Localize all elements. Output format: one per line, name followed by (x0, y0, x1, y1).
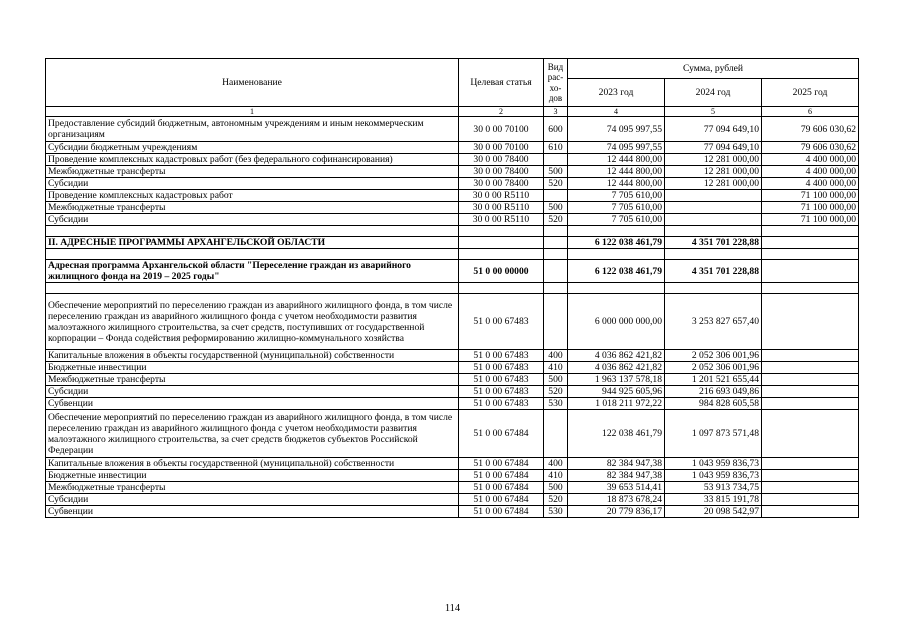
row-code (459, 226, 544, 237)
row-sum-2024 (665, 190, 762, 202)
table-row (46, 494, 859, 506)
row-sum-2025: 4 400 000,00 (762, 154, 859, 166)
row-vid: 520 (544, 214, 568, 226)
row-vid (544, 283, 568, 294)
row-name: Предоставление субсидий бюджетным, автономным учреждениям и иным некоммерческим организациям (46, 117, 459, 142)
row-sum-2023: 7 705 610,00 (568, 214, 665, 226)
row-vid (544, 410, 568, 458)
row-sum-2024: 33 815 191,78 (665, 494, 762, 506)
row-name: Субсидии (46, 494, 459, 506)
row-name: II. АДРЕСНЫЕ ПРОГРАММЫ АРХАНГЕЛЬСКОЙ ОБЛАСТИ (46, 237, 459, 249)
row-name: Бюджетные инвестиции (46, 470, 459, 482)
row-vid (544, 294, 568, 350)
row-name: Проведение комплексных кадастровых работ (46, 190, 459, 202)
row-name: Межбюджетные трансферты (46, 374, 459, 386)
row-sum-2023: 944 925 605,96 (568, 386, 665, 398)
row-sum-2023: 4 036 862 421,82 (568, 350, 665, 362)
row-sum-2023: 6 122 038 461,79 (568, 260, 665, 283)
row-sum-2025: 79 606 030,62 (762, 142, 859, 154)
row-code: 30 0 00 R5110 (459, 202, 544, 214)
row-code: 30 0 00 78400 (459, 166, 544, 178)
row-sum-2024: 4 351 701 228,88 (665, 237, 762, 249)
row-name: Субсидии бюджетным учреждениям (46, 142, 459, 154)
row-sum-2025 (762, 410, 859, 458)
row-sum-2024: 1 043 959 836,73 (665, 458, 762, 470)
row-sum-2025 (762, 260, 859, 283)
col-number: 3 (544, 107, 568, 117)
row-sum-2023: 6 122 038 461,79 (568, 237, 665, 249)
col-number: 4 (568, 107, 665, 117)
row-sum-2023: 20 779 836,17 (568, 506, 665, 518)
row-sum-2025 (762, 458, 859, 470)
row-vid: 520 (544, 386, 568, 398)
row-sum-2025: 71 100 000,00 (762, 202, 859, 214)
row-code: 51 0 00 67484 (459, 410, 544, 458)
row-code: 51 0 00 67484 (459, 494, 544, 506)
row-name: Бюджетные инвестиции (46, 362, 459, 374)
table-row (46, 283, 859, 294)
row-sum-2024: 216 693 049,86 (665, 386, 762, 398)
row-sum-2023: 1 018 211 972,22 (568, 398, 665, 410)
row-vid: 400 (544, 458, 568, 470)
table-row (46, 214, 859, 226)
table-row (46, 117, 859, 142)
row-sum-2025 (762, 470, 859, 482)
row-vid: 530 (544, 398, 568, 410)
row-vid (544, 260, 568, 283)
budget-table (45, 58, 859, 518)
row-code (459, 283, 544, 294)
row-code: 51 0 00 67484 (459, 458, 544, 470)
row-sum-2024: 53 913 734,75 (665, 482, 762, 494)
row-sum-2025 (762, 226, 859, 237)
row-sum-2023: 12 444 800,00 (568, 178, 665, 190)
row-sum-2024: 3 253 827 657,40 (665, 294, 762, 350)
row-sum-2025: 4 400 000,00 (762, 166, 859, 178)
row-sum-2024: 12 281 000,00 (665, 166, 762, 178)
table-row (46, 249, 859, 260)
table-row (46, 482, 859, 494)
row-sum-2023: 18 873 678,24 (568, 494, 665, 506)
row-sum-2024: 2 052 306 001,96 (665, 362, 762, 374)
row-vid: 500 (544, 482, 568, 494)
row-sum-2024 (665, 202, 762, 214)
row-sum-2025: 79 606 030,62 (762, 117, 859, 142)
row-code: 30 0 00 70100 (459, 117, 544, 142)
row-sum-2023: 12 444 800,00 (568, 166, 665, 178)
row-code: 30 0 00 R5110 (459, 190, 544, 202)
table-row (46, 226, 859, 237)
table-body (46, 117, 859, 518)
table-row (46, 154, 859, 166)
row-code: 51 0 00 67483 (459, 362, 544, 374)
row-sum-2024: 1 201 521 655,44 (665, 374, 762, 386)
row-sum-2024 (665, 226, 762, 237)
row-sum-2024: 12 281 000,00 (665, 178, 762, 190)
row-sum-2023: 82 384 947,38 (568, 458, 665, 470)
row-name: Капитальные вложения в объекты государственной (муниципальной) собственности (46, 458, 459, 470)
row-vid: 410 (544, 470, 568, 482)
row-vid: 600 (544, 117, 568, 142)
row-code: 51 0 00 67483 (459, 374, 544, 386)
table-row (46, 470, 859, 482)
row-code: 51 0 00 67483 (459, 386, 544, 398)
row-vid (544, 226, 568, 237)
table-row (46, 260, 859, 283)
row-sum-2025 (762, 249, 859, 260)
col-number: 2 (459, 107, 544, 117)
row-sum-2024: 984 828 605,58 (665, 398, 762, 410)
header-code: Целевая статья (459, 59, 544, 107)
table-row (46, 458, 859, 470)
row-code (459, 249, 544, 260)
row-sum-2025: 4 400 000,00 (762, 178, 859, 190)
table-row (46, 142, 859, 154)
row-sum-2024: 4 351 701 228,88 (665, 260, 762, 283)
row-code: 51 0 00 67483 (459, 350, 544, 362)
row-code: 51 0 00 67484 (459, 482, 544, 494)
header-year-2024: 2024 год (665, 79, 762, 107)
row-name (46, 283, 459, 294)
row-sum-2023: 4 036 862 421,82 (568, 362, 665, 374)
col-number: 1 (46, 107, 459, 117)
row-sum-2024: 20 098 542,97 (665, 506, 762, 518)
table-row (46, 362, 859, 374)
row-name: Обеспечение мероприятий по переселению граждан из аварийного жилищного фонда, в том числе переселению граждан из аварийного жилищного фонда с учетом необходимости развития малоэтажного жилищного строительства, за счет средств бюджетов субъектов Российской Федерации (46, 410, 459, 458)
row-sum-2023: 74 095 997,55 (568, 142, 665, 154)
row-sum-2023: 74 095 997,55 (568, 117, 665, 142)
table-row (46, 374, 859, 386)
row-code: 30 0 00 70100 (459, 142, 544, 154)
table-row (46, 398, 859, 410)
row-vid: 610 (544, 142, 568, 154)
row-sum-2023: 82 384 947,38 (568, 470, 665, 482)
table-row (46, 386, 859, 398)
col-number: 5 (665, 107, 762, 117)
row-sum-2023: 12 444 800,00 (568, 154, 665, 166)
header-sum: Сумма, рублей (568, 59, 859, 79)
row-code: 30 0 00 78400 (459, 178, 544, 190)
row-name (46, 249, 459, 260)
row-sum-2025 (762, 398, 859, 410)
row-code: 30 0 00 R5110 (459, 214, 544, 226)
row-vid (544, 154, 568, 166)
row-name: Субвенции (46, 506, 459, 518)
row-sum-2024: 1 097 873 571,48 (665, 410, 762, 458)
row-name: Адресная программа Архангельской области "Переселение граждан из аварийного жилищного фонда на 2019 – 2025 годы" (46, 260, 459, 283)
row-sum-2023 (568, 226, 665, 237)
table-row (46, 202, 859, 214)
row-vid: 520 (544, 178, 568, 190)
row-vid: 500 (544, 202, 568, 214)
header-name: Наименование (46, 59, 459, 107)
row-sum-2023: 1 963 137 578,18 (568, 374, 665, 386)
row-sum-2025 (762, 374, 859, 386)
header-year-2025: 2025 год (762, 79, 859, 107)
row-sum-2025 (762, 362, 859, 374)
row-sum-2025 (762, 350, 859, 362)
row-vid (544, 237, 568, 249)
row-code: 51 0 00 67484 (459, 470, 544, 482)
table-row (46, 350, 859, 362)
row-name: Субсидии (46, 386, 459, 398)
row-sum-2024 (665, 249, 762, 260)
table-row (46, 237, 859, 249)
row-sum-2025 (762, 283, 859, 294)
row-code: 51 0 00 67484 (459, 506, 544, 518)
table-row (46, 294, 859, 350)
row-code (459, 237, 544, 249)
row-code: 51 0 00 67483 (459, 294, 544, 350)
row-vid: 500 (544, 374, 568, 386)
row-sum-2023 (568, 283, 665, 294)
row-sum-2025 (762, 294, 859, 350)
page-number: 114 (444, 603, 461, 614)
row-code: 51 0 00 00000 (459, 260, 544, 283)
row-sum-2024: 2 052 306 001,96 (665, 350, 762, 362)
row-code: 30 0 00 78400 (459, 154, 544, 166)
row-sum-2025 (762, 494, 859, 506)
row-sum-2024: 1 043 959 836,73 (665, 470, 762, 482)
row-sum-2025 (762, 386, 859, 398)
row-name: Субвенции (46, 398, 459, 410)
row-sum-2025 (762, 237, 859, 249)
row-name: Капитальные вложения в объекты государственной (муниципальной) собственности (46, 350, 459, 362)
row-vid: 500 (544, 166, 568, 178)
row-sum-2025: 71 100 000,00 (762, 214, 859, 226)
row-vid: 530 (544, 506, 568, 518)
table-row (46, 190, 859, 202)
row-sum-2024 (665, 283, 762, 294)
row-name: Межбюджетные трансферты (46, 202, 459, 214)
header-vid: Вид рас-хо-дов (544, 59, 568, 107)
row-code: 51 0 00 67483 (459, 398, 544, 410)
table-row (46, 506, 859, 518)
row-vid: 410 (544, 362, 568, 374)
row-vid (544, 249, 568, 260)
row-vid: 520 (544, 494, 568, 506)
row-vid (544, 190, 568, 202)
row-sum-2023: 7 705 610,00 (568, 202, 665, 214)
row-name: Межбюджетные трансферты (46, 166, 459, 178)
row-sum-2024 (665, 214, 762, 226)
col-number: 6 (762, 107, 859, 117)
row-sum-2025 (762, 506, 859, 518)
row-sum-2023: 6 000 000 000,00 (568, 294, 665, 350)
row-vid: 400 (544, 350, 568, 362)
row-name: Обеспечение мероприятий по переселению граждан из аварийного жилищного фонда, в том числе переселению граждан из аварийного жилищного фонда с учетом необходимости развития малоэтажного жилищного строительства, за счет средств, поступивших от государственной корпорации – Фонда содействия реформированию жилищно-коммунального хозяйства (46, 294, 459, 350)
row-sum-2024: 77 094 649,10 (665, 117, 762, 142)
row-name: Межбюджетные трансферты (46, 482, 459, 494)
row-name: Проведение комплексных кадастровых работ (без федерального софинансирования) (46, 154, 459, 166)
row-sum-2023: 7 705 610,00 (568, 190, 665, 202)
row-sum-2023 (568, 249, 665, 260)
row-sum-2024: 12 281 000,00 (665, 154, 762, 166)
row-sum-2025 (762, 482, 859, 494)
row-sum-2024: 77 094 649,10 (665, 142, 762, 154)
table-row (46, 410, 859, 458)
row-name: Субсидии (46, 178, 459, 190)
row-name: Субсидии (46, 214, 459, 226)
row-name (46, 226, 459, 237)
row-sum-2023: 39 653 514,41 (568, 482, 665, 494)
table-row (46, 166, 859, 178)
row-sum-2025: 71 100 000,00 (762, 190, 859, 202)
row-sum-2023: 122 038 461,79 (568, 410, 665, 458)
table-row (46, 178, 859, 190)
header-year-2023: 2023 год (568, 79, 665, 107)
